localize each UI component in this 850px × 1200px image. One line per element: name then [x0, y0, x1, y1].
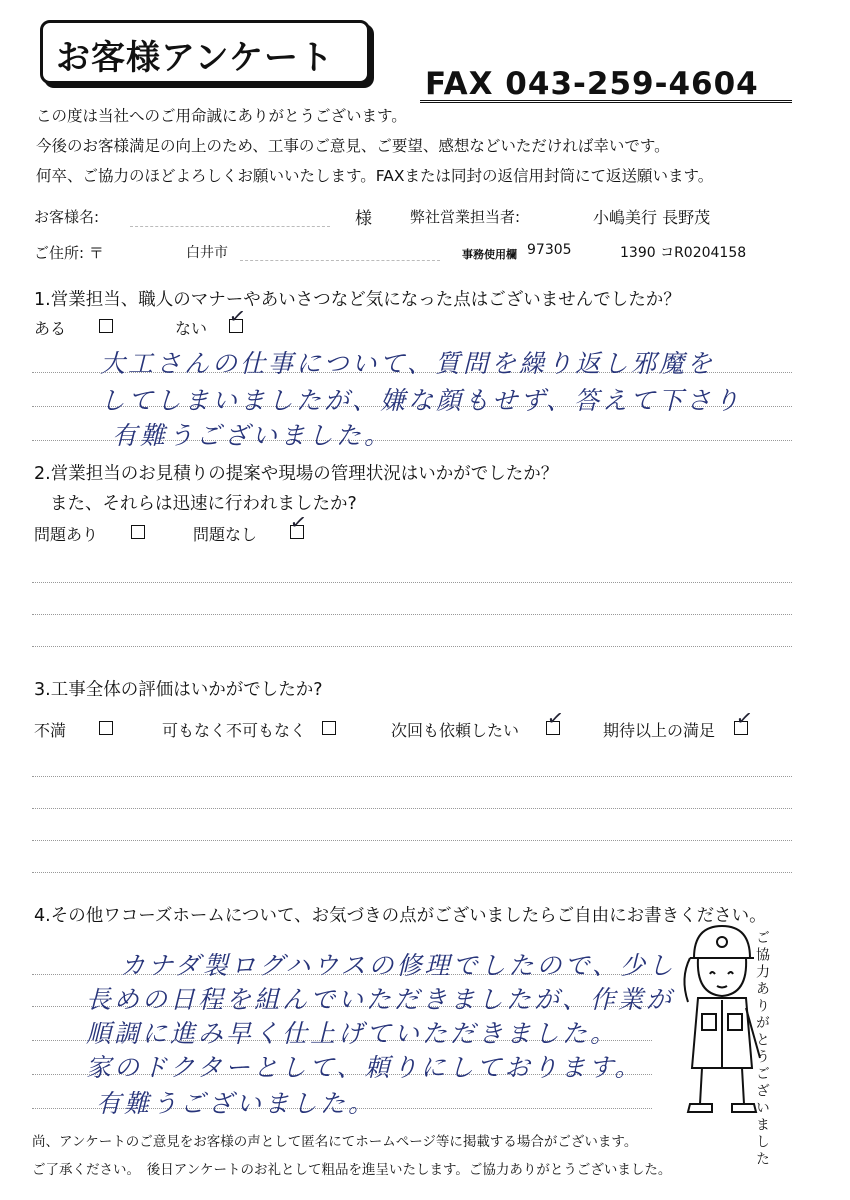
- q4-handwritten-line-3: 順調に進み早く仕上げていただきました。: [86, 1019, 619, 1048]
- sales-rep-label: 弊社営業担当者:: [410, 208, 521, 226]
- question-2-sub: また、それらは迅速に行われましたか?: [50, 494, 357, 514]
- q2-answer-line: [32, 646, 792, 647]
- q3-checkbox-unsatisfied[interactable]: [99, 721, 113, 735]
- intro-line-3: 何卒、ご協力のほどよろしくお願いいたします。FAXまたは同封の返信用封筒にて返送願います。: [36, 167, 714, 185]
- intro-line-2: 今後のお客様満足の向上のため、工事のご意見、ご要望、感想などいただければ幸いです。: [36, 137, 670, 155]
- intro-line-1: この度は当社へのご用命誠にありがとうございます。: [36, 107, 407, 125]
- q2-answer-line: [32, 614, 792, 615]
- q3-answer-line: [32, 840, 792, 841]
- q3-answer-line: [32, 776, 792, 777]
- address-field[interactable]: [240, 260, 440, 261]
- q3-check-mark-exceeded: ✓: [734, 704, 755, 732]
- q2-option-no-issue: 問題なし: [193, 525, 258, 544]
- footer-line-1: 尚、アンケートのご意見をお客様の声として匿名にてホームページ等に掲載する場合がございます。: [32, 1134, 638, 1150]
- question-2: 2.営業担当のお見積りの提案や現場の管理状況はいかがでしたか？: [34, 464, 559, 484]
- q3-option-request-again: 次回も依頼したい: [391, 721, 520, 740]
- office-code-2: 1390 コR0204158: [620, 245, 747, 261]
- fax-underline: [420, 100, 792, 103]
- address-city: 白井市: [186, 245, 228, 261]
- q1-handwritten-line-2: してしまいましたが、嫌な顔もせず、答えて下さり: [100, 386, 743, 415]
- question-4: 4.その他ワコーズホームについて、お気づきの点がございましたらご自由にお書きください。: [34, 906, 767, 926]
- honorific: 様: [355, 209, 372, 229]
- q1-check-mark: ✓: [227, 302, 248, 330]
- q2-check-mark: ✓: [288, 508, 309, 536]
- q3-checkbox-neutral[interactable]: [322, 721, 336, 735]
- q2-checkbox-issue[interactable]: [131, 525, 145, 539]
- q4-handwritten-line-2: 長めの日程を組んでいただきましたが、作業が: [86, 985, 675, 1014]
- q2-answer-line: [32, 582, 792, 583]
- q4-handwritten-line-1: カナダ製ログハウスの修理でしたので、少し: [120, 951, 677, 980]
- question-1: 1.営業担当、職人のマナーやあいさつなど気になった点はございませんでしたか？: [34, 290, 681, 310]
- q4-handwritten-line-5: 有難うございました。: [96, 1089, 377, 1118]
- q1-option-no: ない: [175, 319, 208, 338]
- address-label: ご住所: 〒: [34, 244, 104, 262]
- customer-name-label: お客様名:: [34, 208, 100, 226]
- q3-answer-line: [32, 808, 792, 809]
- sales-rep-names: 小嶋美行 長野茂: [593, 208, 711, 227]
- q4-handwritten-line-4: 家のドクターとして、頼りにしております。: [86, 1053, 643, 1082]
- q3-option-unsatisfied: 不満: [34, 721, 67, 740]
- customer-name-field[interactable]: [130, 226, 330, 227]
- q3-option-exceeded: 期待以上の満足: [603, 721, 716, 740]
- q1-option-yes: ある: [34, 319, 67, 338]
- thank-you-vertical: ご協力ありがとうございました: [754, 930, 770, 1168]
- q3-check-mark-request-again: ✓: [545, 704, 566, 732]
- q1-handwritten-line-3: 有難うございました。: [112, 421, 393, 450]
- footer-line-2: ご了承ください。 後日アンケートのお礼として粗品を進呈いたします。ご協力ありがとうございました。: [32, 1162, 672, 1178]
- question-3: 3.工事全体の評価はいかがでしたか?: [34, 680, 323, 700]
- q3-option-neutral: 可もなく不可もなく: [162, 721, 307, 740]
- form-title: お客様アンケート: [56, 38, 334, 78]
- office-code-1: 97305: [527, 242, 572, 258]
- q1-handwritten-line-1: 大工さんの仕事について、質問を繰り返し邪魔を: [100, 349, 716, 378]
- q1-checkbox-yes[interactable]: [99, 319, 113, 333]
- fax-number: FAX 043-259-4604: [425, 66, 759, 102]
- q2-option-issue: 問題あり: [34, 525, 99, 544]
- office-use-label: 事務使用欄: [462, 248, 517, 261]
- q3-answer-line: [32, 872, 792, 873]
